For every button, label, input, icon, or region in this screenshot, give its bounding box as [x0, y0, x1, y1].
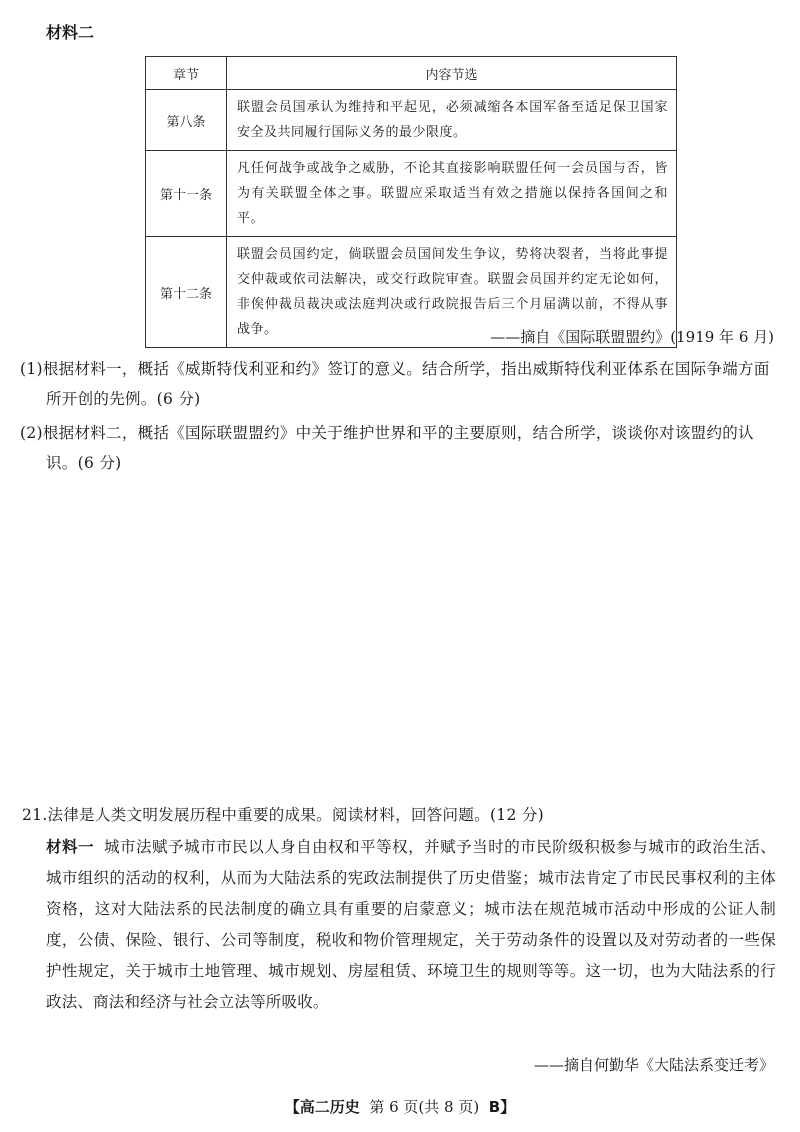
- footer-version: B】: [488, 1098, 516, 1116]
- table-row: [146, 151, 677, 237]
- row-content: 联盟会员国承认为维持和平起见，必须减缩各本国军备至适足保卫国家安全及共同履行国际义务的最少限度。: [227, 90, 677, 151]
- question-2: (2)根据材料二，概括《国际联盟盟约》中关于维护世界和平的主要原则，结合所学，谈谈你对该盟约的认识。(6 分): [20, 424, 754, 472]
- material-1-paragraph: [46, 832, 776, 1018]
- material-1-label: 材料一: [46, 838, 95, 856]
- material-1-source: ——摘自何勤华《大陆法系变迁考》: [533, 1056, 774, 1074]
- material-1-text: 城市法赋予城市市民以人身自由权和平等权，并赋予当时的市民阶级积极参与城市的政治生活、城市组织的活动的权利，从而为大陆法系的宪政法制提供了历史借鉴；城市法肯定了市民民事权利的主体资格，这对大陆法系的民法制度的确立具有重要的启蒙意义；城市法在规范城市活动中形成的公证人制度，公债、保险、银行、公司等制度，税收和物价管理规定，关于劳动条件的设置以及对劳动者的一些保护性规定，关于城市土地管理、城市规划、房屋租赁、环境卫生的规则等等。这一切，也为大陆法系的行政法、商法和经济与社会立法等所吸收。: [46, 838, 776, 1011]
- material-2-source: ——摘自《国际联盟盟约》(1919 年 6 月): [490, 328, 774, 346]
- page-footer: [0, 1096, 800, 1117]
- row-chapter: 第十一条: [146, 151, 227, 237]
- row-chapter: 第八条: [146, 90, 227, 151]
- question-21-title: 21.法律是人类文明发展历程中重要的成果。阅读材料，回答问题。(12 分): [22, 806, 544, 824]
- row-chapter: 第十二条: [146, 237, 227, 348]
- row-content: 凡任何战争或战争之威胁，不论其直接影响联盟任何一会员国与否，皆为有关联盟全体之事。联盟应采取适当有效之措施以保持各国间之和平。: [227, 151, 677, 237]
- covenant-articles-table: [145, 56, 677, 348]
- header-content: 内容节选: [227, 57, 677, 90]
- question-1: (1)根据材料一，概括《威斯特伐利亚和约》签订的意义。结合所学，指出威斯特伐利亚体系在国际争端方面所开创的先例。(6 分): [20, 360, 770, 408]
- material-2-heading: 材料二: [46, 23, 95, 42]
- footer-page: 第 6 页(共 8 页): [369, 1098, 480, 1116]
- table-header-row: [146, 57, 677, 90]
- header-chapter: 章节: [146, 57, 227, 90]
- table-row: [146, 90, 677, 151]
- row-content: 联盟会员国约定，倘联盟会员国间发生争议，势将决裂者，当将此事提交仲裁或依司法解决，或交行政院审查。联盟会员国并约定无论如何，非俟仲裁员裁决或法庭判决或行政院报告后三个月届满以前，不得从事战争。: [227, 237, 677, 348]
- footer-course: 【高二历史: [284, 1098, 360, 1116]
